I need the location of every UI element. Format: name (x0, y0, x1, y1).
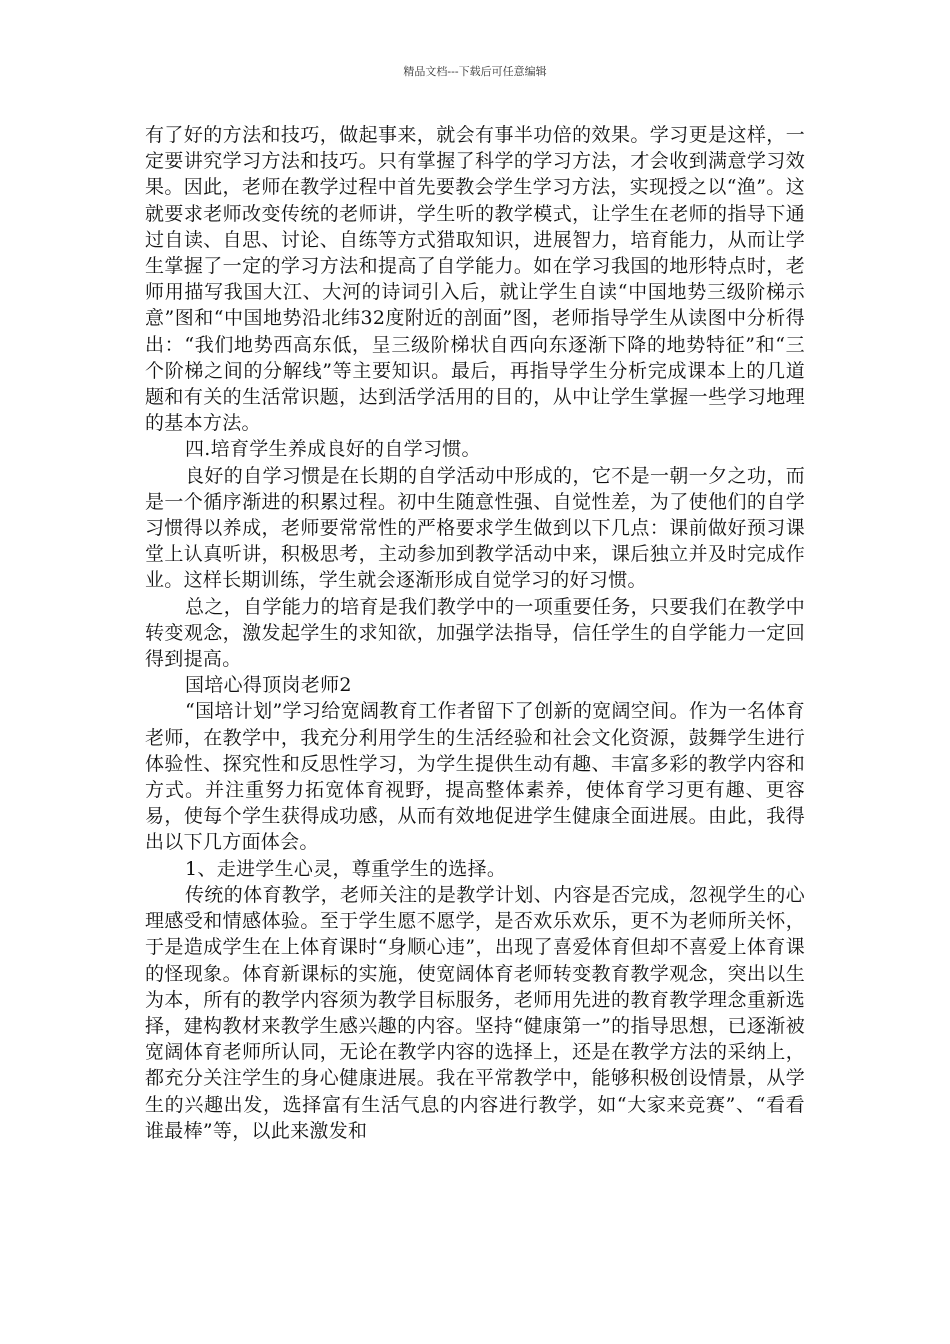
section-heading-self-study-habits: 四.培育学生养成良好的自学习惯。 (185, 438, 481, 461)
paragraph-learning-methods: 有了好的方法和技巧，做起事来，就会有事半功倍的效果。学习更是这样，一定要讲究学习方法和技巧。只有掌握了科学的学习方法，才会收到满意学习效果。因此，老师在教学过程中首先要教会学生学习方法，实现授之以“渔”。这就要求老师改变传统的老师讲，学生听的教学模式，让学生在老师的指导下通过自读、自思、讨论、自练等方式猎取知识，进展智力，培育能力，从而让学生掌握了一定的学习方法和提高了自学能力。如在学习我国的地形特点时，老师用描写我国大江、大河的诗词引入后，就让学生自读“中国地势三级阶梯示意”图和“中国地势沿北纬32度附近的剖面”图，老师指导学生从读图中分析得出：“我们地势西高东低，呈三级阶梯状自西向东逐渐下降的地势特征”和“三个阶梯之间的分解线”等主要知识。最后，再指导学生分析完成课本上的几道题和有关的生活常识题，达到活学活用的目的，从中让学生掌握一些学习地理的基本方法。 (145, 124, 805, 435)
paragraph-national-training-intro: “国培计划”学习给宽阔教育工作者留下了创新的宽阔空间。作为一名体育老师，在教学中，我充分利用学生的生活经验和社会文化资源，鼓舞学生进行体验性、探究性和反思性学习，为学生提供生动有趣、丰富多彩的教学内容和方式。并注重努力拓宽体育视野，提高整体素养，使体育学习更有趣、更容易，使每个学生获得成功感，从而有效地促进学生健康全面进展。由此，我得出以下几方面体会。 (145, 700, 805, 854)
paragraph-good-habits: 良好的自学习惯是在长期的自学活动中形成的，它不是一朝一夕之功，而是一个循序渐进的积累过程。初中生随意性强、自觉性差，为了使他们的自学习惯得以养成，老师要常常性的严格要求学生做到以下几点：课前做好预习课堂上认真听讲，积极思考，主动参加到教学活动中来，课后独立并及时完成作业。这样长期训练，学生就会逐渐形成自觉学习的好习惯。 (145, 464, 805, 592)
page-header: 精品文档---下载后可任意编辑 (403, 65, 547, 78)
section-heading-student-hearts: 1、走进学生心灵，尊重学生的选择。 (185, 857, 507, 880)
document-body (145, 122, 805, 1144)
paragraph-traditional-pe: 传统的体育教学，老师关注的是教学计划、内容是否完成，忽视学生的心理感受和情感体验。至于学生愿不愿学，是否欢乐欢乐，更不为老师所关怀，于是造成学生在上体育课时“身顺心违”，出现了喜爱体育但却不喜爱上体育课的怪现象。体育新课标的实施，使宽阔体育老师转变教育教学观念，突出以生为本，所有的教学内容须为教学目标服务，老师用先进的教育教学理念重新选择，建构教材来教学生感兴趣的内容。坚持“健康第一”的指导思想，已逐渐被宽阔体育老师所认同，无论在教学内容的选择上，还是在教学方法的采纳上，都充分关注学生的身心健康进展。我在平常教学中，能够积极创设情景，从学生的兴趣出发，选择富有生活气息的内容进行教学，如“大家来竞赛”、“看看谁最棒”等，以此来激发和 (145, 883, 805, 1142)
article-title: 国培心得顶岗老师2 (185, 674, 352, 697)
paragraph-summary: 总之，自学能力的培育是我们教学中的一项重要任务，只要我们在教学中转变观念，激发起学生的求知欲，加强学法指导，信任学生的自学能力一定回得到提高。 (145, 595, 805, 671)
